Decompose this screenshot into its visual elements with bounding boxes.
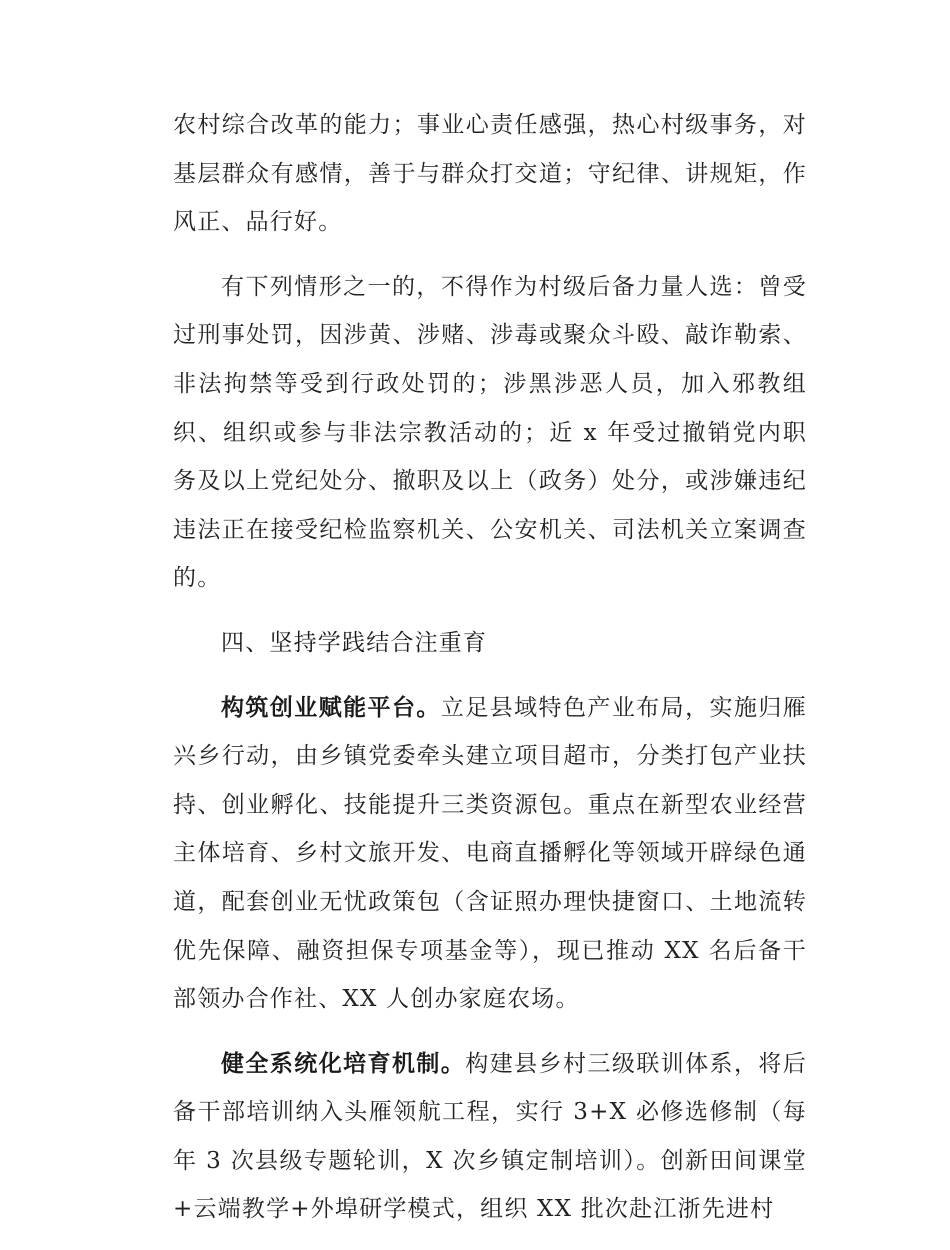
paragraph-lead: 健全系统化培育机制。 xyxy=(221,1050,466,1077)
paragraph-continued xyxy=(173,101,807,247)
paragraph-text: 农村综合改革的能力；事业心责任感强，热心村级事务，对基层群众有感情，善于与群众打交道；守纪律、讲规矩，作风正、品行好。 xyxy=(173,112,807,236)
paragraph-training-mechanism xyxy=(173,1040,807,1234)
paragraph-text: 构建县乡村三级联训体系，将后备干部培训纳入头雁领航工程，实行 3+X 必修选修制（每年 3 次县级专题轮训，X 次乡镇定制培训）。创新田间课堂+云端教学+外埠研学模式，组织 XX 批次赴江浙先进村 xyxy=(173,1050,807,1223)
paragraph-entrepreneurship-platform xyxy=(173,684,807,1024)
paragraph-text: 立足县域特色产业布局，实施归雁兴乡行动，由乡镇党委牵头建立项目超市，分类打包产业扶持、创业孵化、技能提升三类资源包。重点在新型农业经营主体培育、乡村文旅开发、电商直播孵化等领域开辟绿色通道，配套创业无忧政策包（含证照办理快捷窗口、土地流转优先保障、融资担保专项基金等），现已推动 XX 名后备干部领办合作社、XX 人创办家庭农场。 xyxy=(173,694,808,1013)
section-heading-four: 四、坚持学践结合注重育 xyxy=(221,629,488,656)
paragraph-lead: 构筑创业赋能平台。 xyxy=(221,694,441,721)
document-body xyxy=(173,101,807,1250)
paragraph-disqualifications xyxy=(173,263,807,603)
paragraph-text: 有下列情形之一的，不得作为村级后备力量人选：曾受过刑事处罚，因涉黄、涉赌、涉毒或聚众斗殴、敲诈勒索、非法拘禁等受到行政处罚的；涉黑涉恶人员，加入邪教组织、组织或参与非法宗教活动的；近 x 年受过撤销党内职务及以上党纪处分、撤职及以上（政务）处分，或涉嫌违纪违法正在接受纪检监察机关、公安机关、司法机关立案调查的。 xyxy=(173,273,807,592)
